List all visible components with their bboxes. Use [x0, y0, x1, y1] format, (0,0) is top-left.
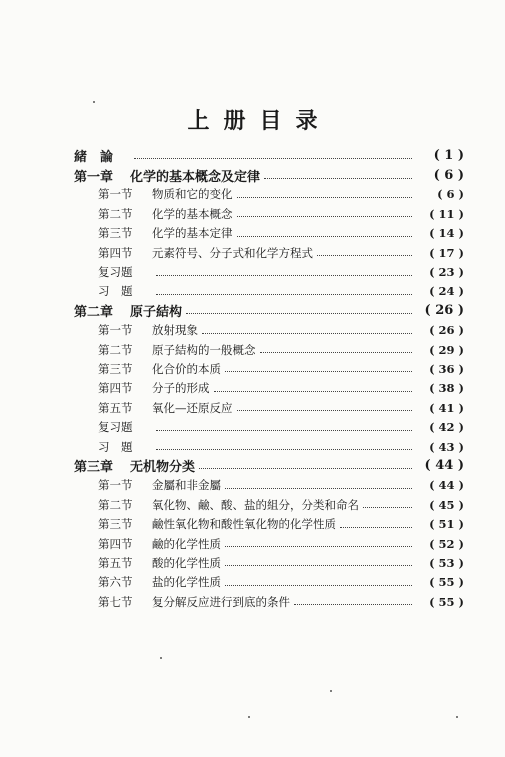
print-speck: [248, 716, 250, 718]
dot-leader: [237, 410, 413, 411]
toc-page-number: ( 55 ): [429, 594, 464, 609]
toc-entry-label: 第一节: [98, 323, 133, 338]
toc-entry-label: 第七节: [98, 594, 133, 609]
toc-page-number: ( 36 ): [429, 361, 464, 376]
toc-section-row: [74, 262, 464, 281]
toc-page-number: ( 53 ): [429, 555, 464, 570]
toc-entry-title: 盐的化学性质: [152, 575, 221, 590]
toc-page-number: ( 23 ): [429, 265, 464, 280]
toc-section-row: [74, 224, 464, 243]
toc-section-row: [74, 495, 464, 514]
toc-page-number: ( 14 ): [429, 226, 464, 241]
toc-page-number: ( 41 ): [429, 400, 464, 415]
toc-page-number: ( 42 ): [429, 420, 464, 435]
toc-section-row: [74, 553, 464, 572]
toc-entry-label: 复习题: [98, 420, 133, 435]
toc-chapter-row: [74, 301, 464, 320]
toc-chapter-row: [74, 165, 464, 184]
toc-page-number: ( 44 ): [429, 478, 464, 493]
toc-entry-title: 鹼的化学性质: [152, 536, 221, 551]
dot-leader: [156, 430, 412, 431]
toc-entry-label: 第三章: [74, 460, 114, 476]
toc-page-number: ( 43 ): [429, 439, 464, 454]
toc-section-row: [74, 514, 464, 533]
toc-entry-title: 氧化—还原反应: [152, 400, 233, 415]
toc-entry-label: 第三节: [98, 361, 133, 376]
toc-entry-label: 第三节: [98, 517, 133, 532]
toc-section-row: [74, 437, 464, 456]
toc-section-row: [74, 282, 464, 301]
toc-page-number: ( 17 ): [429, 245, 464, 260]
dot-leader: [156, 449, 412, 450]
toc-section-row: [74, 379, 464, 398]
toc-entry-title: 化学的基本概念: [152, 206, 233, 221]
dot-leader: [225, 371, 412, 372]
toc-entry-label: 第六节: [98, 575, 133, 590]
toc-page-number: ( 45 ): [429, 497, 464, 512]
toc-page-number: ( 11 ): [429, 206, 464, 221]
toc-entry-title: 化学的基本定律: [152, 226, 233, 241]
dot-leader: [225, 565, 412, 566]
toc-entry-title: 金屬和非金屬: [152, 478, 221, 493]
dot-leader: [260, 352, 413, 353]
dot-leader: [225, 546, 412, 547]
toc-entry-title: 鹼性氧化物和酸性氧化物的化学性质: [152, 517, 336, 532]
dot-leader: [156, 294, 412, 295]
toc-entry-label: 第一节: [98, 478, 133, 493]
toc-section-row: [74, 204, 464, 223]
toc-page-number: ( 6 ): [437, 187, 464, 202]
toc-page-number: ( 52 ): [429, 536, 464, 551]
toc-page-number: ( 1 ): [433, 148, 464, 164]
toc-entry-label: 第二节: [98, 497, 133, 512]
toc-entry-label: 第四节: [98, 245, 133, 260]
toc-section-row: [74, 592, 464, 611]
toc-section-row: [74, 321, 464, 340]
dot-leader: [264, 178, 412, 179]
dot-leader: [156, 275, 412, 276]
toc-section-row: [74, 398, 464, 417]
toc-page-number: ( 51 ): [429, 517, 464, 532]
toc-entry-title: 无机物分类: [130, 460, 196, 476]
toc-entry-title: 元素符号、分子式和化学方程式: [152, 245, 313, 260]
toc-page-number: ( 38 ): [429, 381, 464, 396]
dot-leader: [134, 158, 412, 159]
dot-leader: [363, 507, 412, 508]
table-of-contents: [74, 146, 464, 611]
toc-page-number: ( 55 ): [429, 575, 464, 590]
toc-entry-label: 习 題: [98, 439, 133, 454]
dot-leader: [237, 236, 413, 237]
toc-entry-label: 第四节: [98, 536, 133, 551]
toc-section-row: [74, 417, 464, 436]
toc-entry-title: 物质和它的变化: [152, 187, 233, 202]
toc-entry-title: 氧化物、鹼、酸、盐的組分，分类和命名: [152, 497, 359, 512]
toc-chapter-row: [74, 456, 464, 475]
toc-section-row: [74, 359, 464, 378]
toc-entry-label: 第二节: [98, 342, 133, 357]
toc-page-number: ( 26 ): [429, 323, 464, 338]
toc-section-row: [74, 573, 464, 592]
toc-entry-label: 第四节: [98, 381, 133, 396]
dot-leader: [225, 585, 412, 586]
toc-section-row: [74, 534, 464, 553]
toc-entry-label: 緒 論: [74, 150, 114, 166]
print-speck: [456, 716, 458, 718]
toc-entry-title: 酸的化学性质: [152, 555, 221, 570]
toc-section-row: [74, 476, 464, 495]
toc-section-row: [74, 185, 464, 204]
toc-entry-title: 分子的形成: [152, 381, 210, 396]
toc-entry-label: 第二节: [98, 206, 133, 221]
toc-section-row: [74, 340, 464, 359]
dot-leader: [294, 604, 412, 605]
page-title: 上册目录: [187, 108, 332, 134]
toc-entry-label: 第三节: [98, 226, 133, 241]
toc-entry-label: 习 题: [98, 284, 133, 299]
toc-page-number: ( 44 ): [424, 458, 464, 474]
toc-entry-label: 第二章: [74, 305, 114, 321]
dot-leader: [199, 468, 412, 469]
dot-leader: [225, 488, 412, 489]
toc-entry-title: 化合价的本质: [152, 361, 221, 376]
toc-page-number: ( 29 ): [429, 342, 464, 357]
toc-entry-title: 化学的基本概念及定律: [130, 169, 261, 185]
toc-entry-label: 第一节: [98, 187, 133, 202]
dot-leader: [214, 391, 413, 392]
toc-entry-label: 第五节: [98, 555, 133, 570]
dot-leader: [202, 333, 412, 334]
toc-section-row: [74, 243, 464, 262]
dot-leader: [237, 197, 413, 198]
print-speck: [160, 657, 162, 659]
toc-chapter-row: [74, 146, 464, 165]
toc-page-number: ( 24 ): [429, 284, 464, 299]
toc-entry-title: 放射現象: [152, 323, 198, 338]
toc-entry-title: 复分解反应进行到底的条件: [152, 594, 290, 609]
dot-leader: [340, 527, 412, 528]
toc-entry-label: 第一章: [74, 169, 114, 185]
toc-page-number: ( 6 ): [433, 167, 464, 183]
toc-entry-label: 复习题: [98, 265, 133, 280]
dot-leader: [237, 216, 413, 217]
toc-entry-title: 原子結构的一般概念: [152, 342, 256, 357]
dot-leader: [317, 255, 412, 256]
dot-leader: [186, 313, 412, 314]
toc-entry-label: 第五节: [98, 400, 133, 415]
print-speck: [93, 101, 95, 103]
toc-page-number: ( 26 ): [424, 303, 464, 319]
toc-entry-title: 原子結构: [130, 305, 183, 321]
print-speck: [330, 690, 332, 692]
